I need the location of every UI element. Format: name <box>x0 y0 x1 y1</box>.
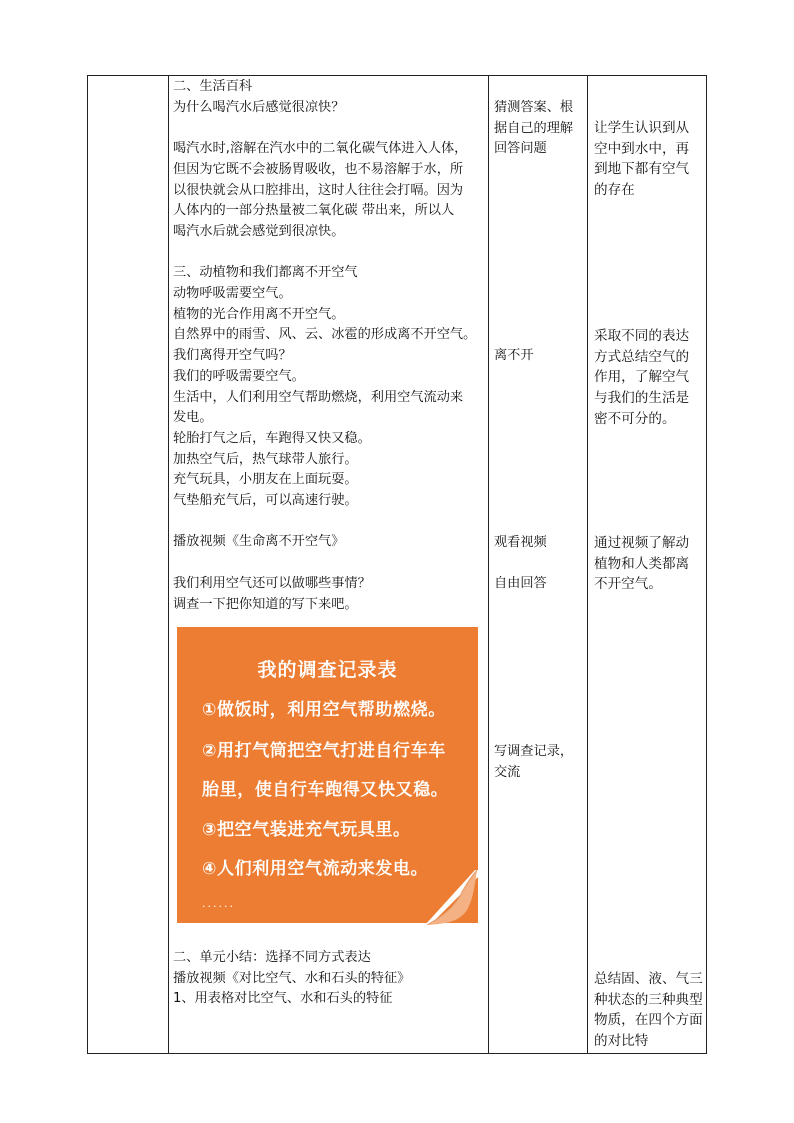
page-curl-decoration <box>425 870 480 925</box>
blank-line <box>173 553 485 574</box>
content-line: 轮胎打气之后，车跑得又快又稳。 <box>173 430 371 446</box>
blank-line <box>173 512 485 533</box>
card-item: ④人们利用空气流动来发电。 <box>202 859 429 879</box>
content-line: 二、单元小结：选择不同方式表达 <box>173 950 371 965</box>
column-divider <box>168 76 169 1053</box>
card-ellipsis: ...... <box>202 897 235 910</box>
content-line: 1、用表格对比空气、水和石头的特征 <box>173 991 393 1007</box>
content-line: 喝汽水后就会感觉到很凉快。 <box>173 223 345 239</box>
content-line: 加热空气后，热气球带人旅行。 <box>173 451 358 467</box>
blank-line <box>173 118 485 139</box>
student-activity-5: 写调查记录，交流 <box>494 744 574 780</box>
student-activity-1: 猜测答案、根据自己的理解回答问题 <box>494 100 574 157</box>
card-item: ①做饭时，利用空气帮助燃烧。 <box>202 700 446 720</box>
content-line: 为什么喝汽水后感觉很凉快？ <box>173 99 345 115</box>
card-item: ③把空气装进充气玩具里。 <box>202 820 411 840</box>
content-line: 喝汽水时,溶解在汽水中的二氧化碳气体进入人体， <box>173 141 468 157</box>
content-line: 二、生活百科 <box>173 79 253 94</box>
content-line: 自然界中的雨雪、风、云、冰雹的形成离不开空气。 <box>173 327 477 343</box>
design-intent-4: 总结固、液、气三种状态的三种典型物质，在四个方面的对比特 <box>594 971 703 1050</box>
blank-line <box>173 243 485 264</box>
content-line: 调查一下把你知道的写下来吧。 <box>173 596 358 612</box>
card-item: 胎里，使自行车跑得又快又稳。 <box>202 780 449 800</box>
content-line: 发电。 <box>173 410 213 426</box>
content-line: 动物呼吸需要空气。 <box>173 286 292 301</box>
unit-summary <box>173 948 485 1010</box>
student-activity-3: 观看视频 <box>494 535 547 550</box>
content-line: 植物的光合作用离不开空气。 <box>173 306 345 322</box>
student-activity-2: 离不开 <box>494 348 534 363</box>
content-line: 充气玩具，小朋友在上面玩耍。 <box>173 472 358 488</box>
content-line: 播放视频《生命离不开空气》 <box>173 534 345 550</box>
content-line: 我们利用空气还可以做哪些事情？ <box>173 575 371 591</box>
student-activity-4: 自由回答 <box>494 576 547 591</box>
column-divider <box>587 76 588 1053</box>
content-line: 三、动植物和我们都离不开空气 <box>173 265 358 281</box>
content-line: 但因为它既不会被肠胃吸收，也不易溶解于水，所 <box>173 161 464 177</box>
design-intent-1: 让学生认识到从空中到水中，再到地下都有空气的存在 <box>594 120 690 199</box>
content-line: 生活中，人们利用空气帮助燃烧，利用空气流动来 <box>173 389 464 405</box>
content-line: 以很快就会从口腔排出，这时人往往会打嗝。因为 <box>173 182 464 198</box>
content-line: 气垫船充气后，可以高速行驶。 <box>173 493 358 509</box>
design-intent-2: 采取不同的表达方式总结空气的作用，了解空气与我们的生活是密不可分的。 <box>594 328 690 427</box>
teaching-content <box>173 77 485 615</box>
card-item: ②用打气筒把空气打进自行车车 <box>202 741 446 761</box>
column-divider <box>488 76 489 1053</box>
content-line: 播放视频《对比空气、水和石头的特征》 <box>173 970 411 986</box>
content-line: 人体内的一部分热量被二氧化碳 带出来，所以人 <box>173 203 455 219</box>
content-line: 我们离得开空气吗？ <box>173 348 292 364</box>
design-intent-3: 通过视频了解动植物和人类都离不开空气。 <box>594 535 690 593</box>
content-line: 我们的呼吸需要空气。 <box>173 368 305 384</box>
card-title: 我的调查记录表 <box>257 659 398 681</box>
